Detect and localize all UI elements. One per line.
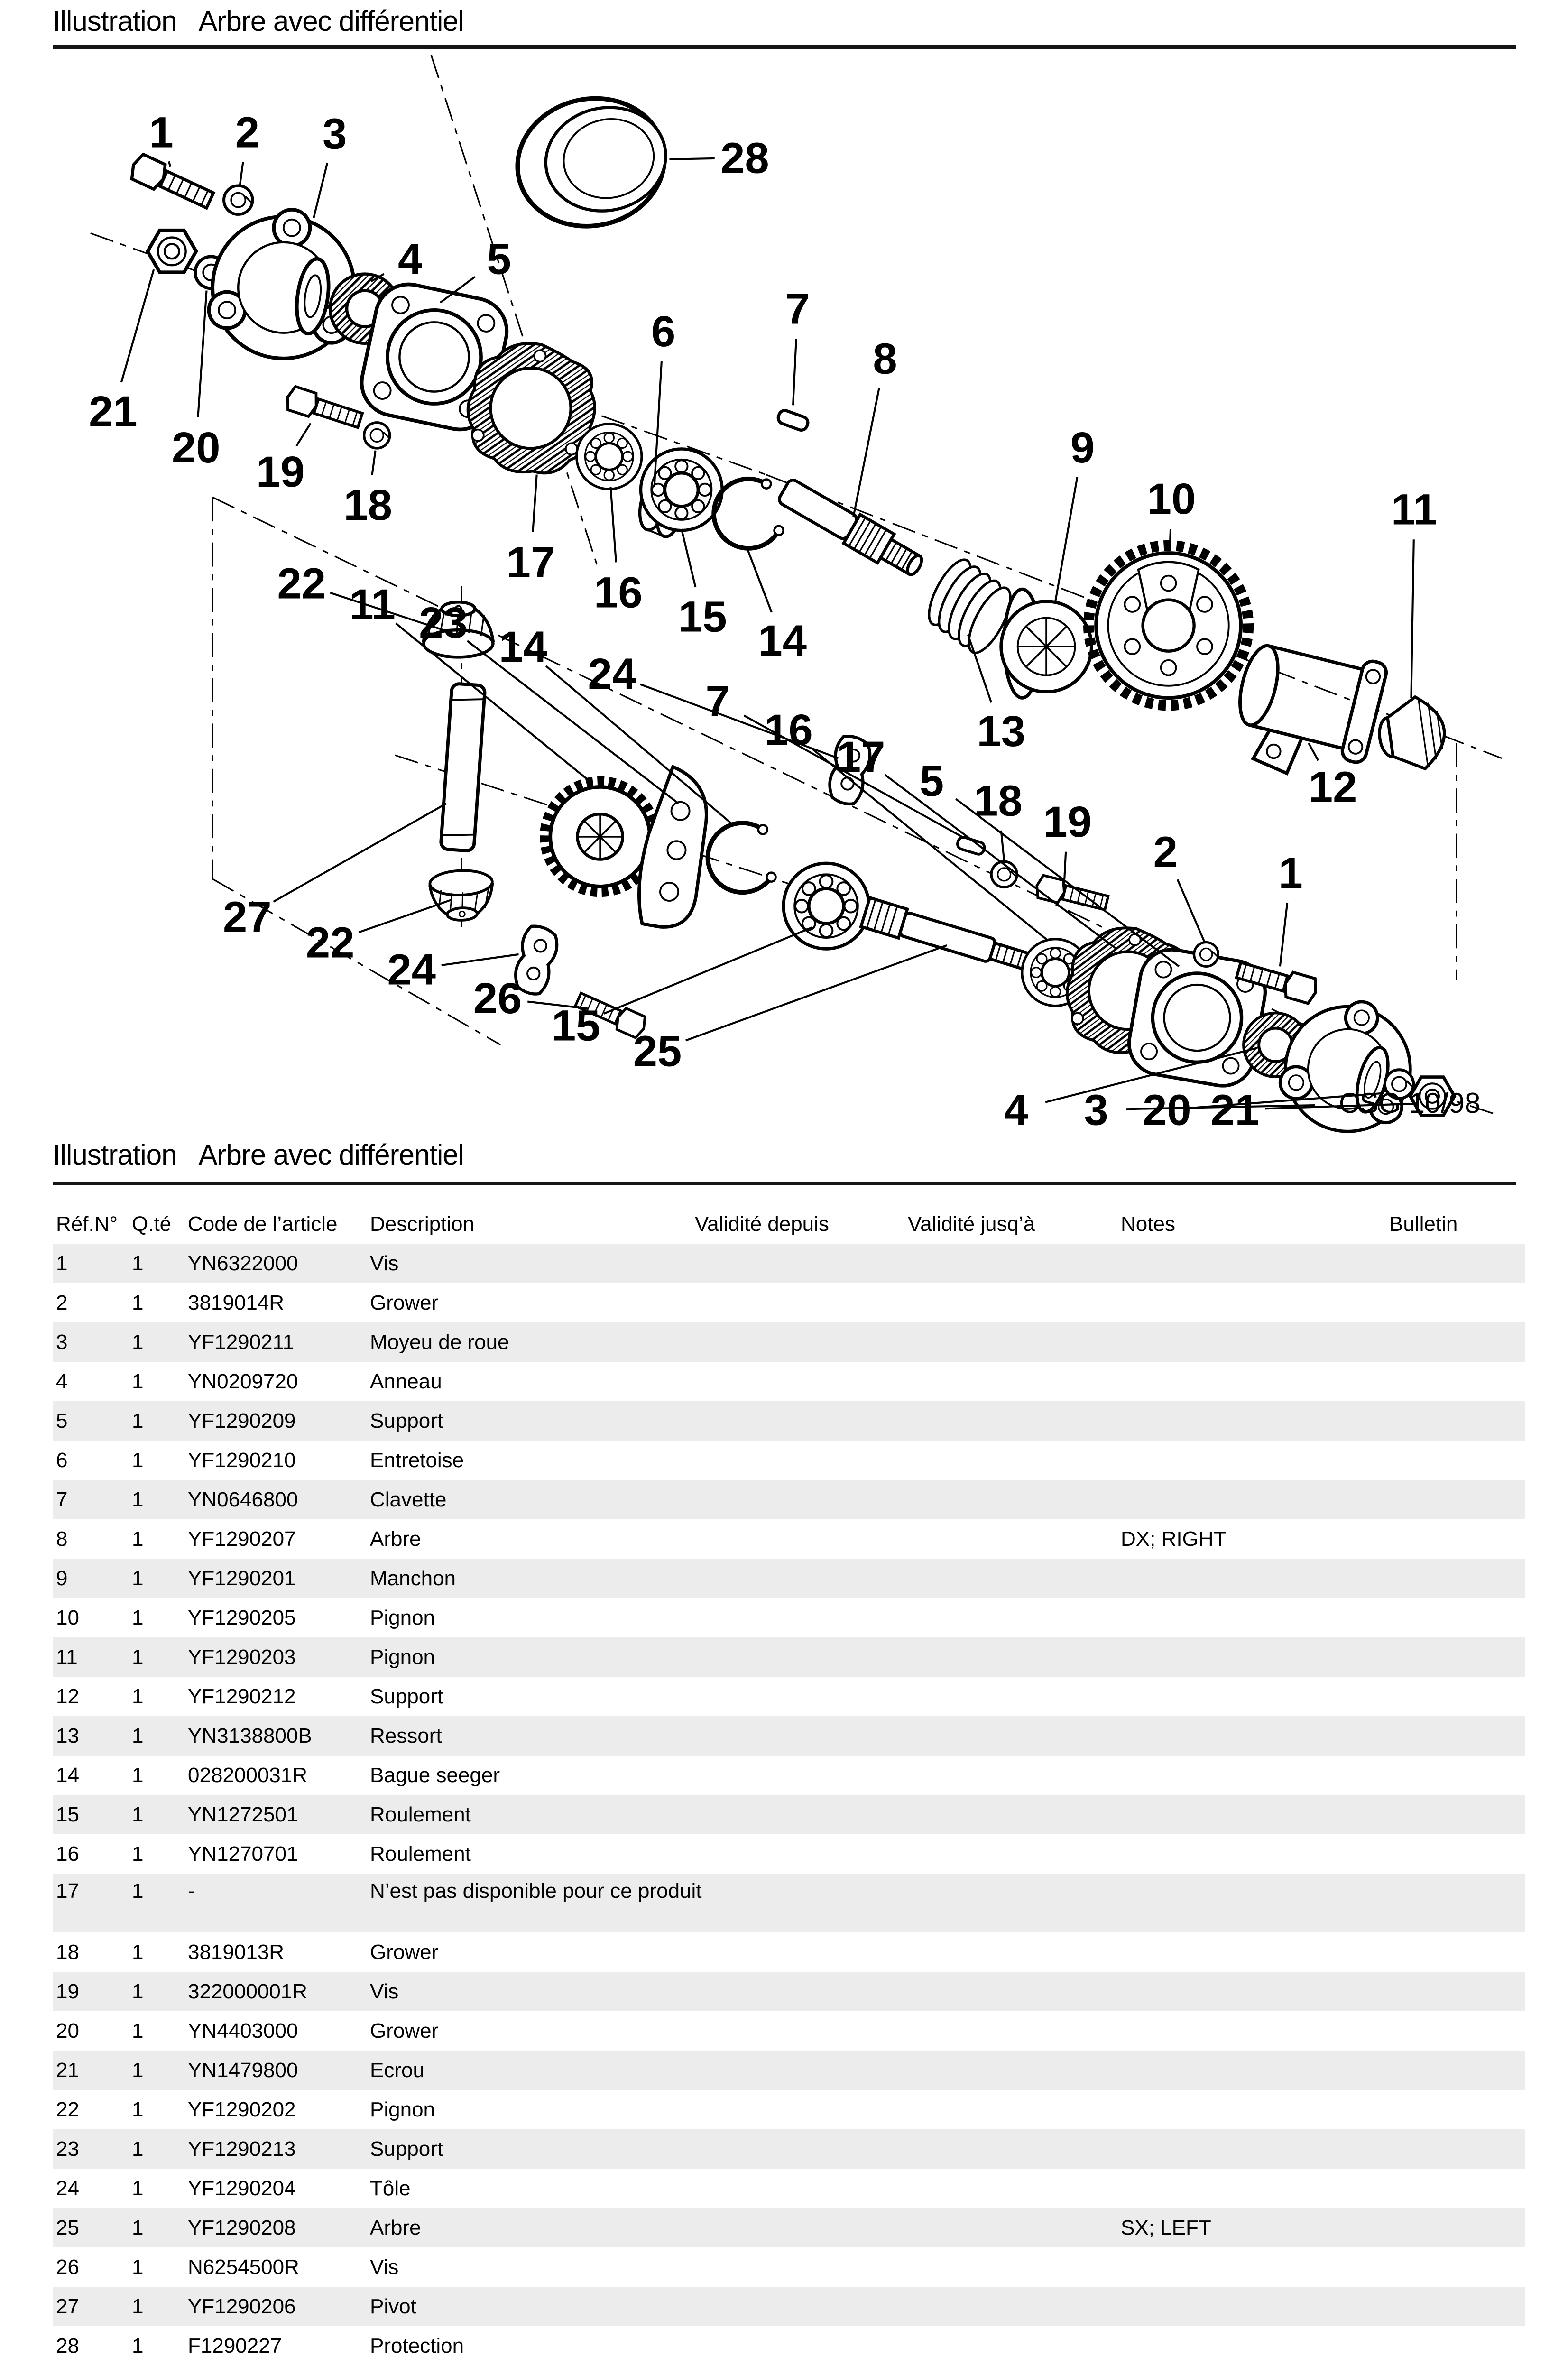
cell-qty: 1	[132, 1252, 144, 1275]
column-header-desc: Description	[370, 1212, 475, 1236]
cell-code: YF1290210	[188, 1449, 296, 1472]
title-name: Arbre avec différentiel	[198, 1139, 464, 1171]
table-body	[53, 1244, 1525, 2366]
callout-label: 18	[974, 776, 1023, 825]
table-row	[53, 1874, 1525, 1932]
table-row	[53, 2051, 1525, 2090]
cell-code: YF1290201	[188, 1567, 296, 1590]
cell-ref: 28	[56, 2334, 79, 2357]
cell-qty: 1	[132, 1449, 144, 1472]
callout-leader	[1280, 903, 1287, 967]
cell-code: 3819014R	[188, 1291, 285, 1314]
cell-code: 028200031R	[188, 1764, 308, 1787]
cell-ref: 2	[56, 1291, 68, 1314]
callout-label: 19	[256, 447, 305, 497]
callout-label: 15	[678, 592, 727, 641]
diagram-code-label: CSG 10/98	[1338, 1086, 1481, 1119]
column-header-from: Validité depuis	[695, 1212, 829, 1236]
cell-desc: Vis	[370, 1980, 399, 2003]
cell-desc: Vis	[370, 2255, 399, 2279]
cell-code: YF1290208	[188, 2216, 296, 2239]
callout-leader	[296, 423, 311, 446]
callout-label: 16	[594, 568, 643, 617]
cell-ref: 12	[56, 1685, 79, 1708]
column-header-code: Code de l’article	[188, 1212, 338, 1236]
callout-label: 10	[1147, 474, 1196, 524]
callout-leader	[1064, 852, 1066, 879]
cell-qty: 1	[132, 1409, 144, 1433]
callout-leader	[1411, 539, 1413, 698]
cell-desc: N’est pas disponible pour ce produit	[370, 1879, 702, 1903]
callout-leader	[314, 163, 327, 218]
cell-qty: 1	[132, 1980, 144, 2003]
cell-desc: Roulement	[370, 1803, 471, 1826]
title-label: Illustration	[53, 5, 177, 37]
table-row	[53, 1637, 1525, 1677]
callout-leader	[686, 945, 947, 1041]
callout-leader	[793, 339, 796, 405]
callout-leader	[682, 529, 696, 587]
callout-leader	[533, 475, 536, 532]
callout-label: 9	[1070, 423, 1095, 472]
callout-label: 22	[305, 918, 355, 967]
cell-desc: Moyeu de roue	[370, 1331, 509, 1354]
cell-qty: 1	[132, 1606, 144, 1629]
cell-desc: Manchon	[370, 1567, 456, 1590]
callout-label: 6	[651, 307, 676, 356]
part-manchon-9	[1001, 589, 1092, 698]
cell-ref: 13	[56, 1724, 79, 1747]
cell-ref: 24	[56, 2177, 79, 2200]
callout-label: 1	[1278, 849, 1303, 898]
cell-code: 3819013R	[188, 1941, 285, 1964]
cell-notes: DX; RIGHT	[1121, 1527, 1227, 1551]
callout-label: 21	[1210, 1085, 1259, 1135]
cell-desc: Clavette	[370, 1488, 447, 1511]
cell-desc: Pignon	[370, 1606, 435, 1629]
part-roulement-15-top	[641, 449, 722, 530]
cell-desc: Pignon	[370, 1645, 435, 1669]
callout-leader	[274, 804, 446, 902]
cell-qty: 1	[132, 1941, 144, 1964]
callout-leader	[610, 487, 616, 562]
cell-ref: 26	[56, 2255, 79, 2279]
cell-desc: Entretoise	[370, 1449, 464, 1472]
cell-ref: 16	[56, 1842, 79, 1866]
part-vis-19-top	[284, 385, 364, 432]
callout-label: 4	[398, 234, 423, 284]
callout-label: 7	[785, 284, 810, 333]
cell-code: YN1270701	[188, 1842, 298, 1866]
callout-label: 7	[705, 676, 730, 726]
cell-code: YN0209720	[188, 1370, 298, 1393]
cell-desc: Pignon	[370, 2098, 435, 2121]
cell-desc: Vis	[370, 1252, 399, 1275]
cell-code: YF1290204	[188, 2177, 296, 2200]
cell-code: YF1290203	[188, 1645, 296, 1669]
callout-leader	[372, 451, 376, 475]
part-clavette-7-top	[776, 409, 810, 432]
part-pignon-22-low	[429, 869, 493, 921]
callout-label: 25	[633, 1026, 682, 1076]
callout-label: 20	[1143, 1085, 1191, 1135]
cell-desc: Anneau	[370, 1370, 442, 1393]
callout-label: 3	[1084, 1085, 1108, 1135]
callout-leader	[669, 158, 714, 159]
callout-label: 18	[343, 480, 392, 529]
callout-label: 3	[323, 109, 347, 158]
cell-code: YF1290211	[188, 1331, 295, 1354]
table-row	[53, 1244, 1525, 1283]
part-grower-2-top	[224, 185, 252, 214]
callout-leader	[198, 291, 206, 417]
parts-table	[53, 1205, 1525, 2366]
table-header	[53, 1205, 1525, 1244]
cell-desc: Grower	[370, 1941, 439, 1964]
callout-label: 17	[836, 732, 885, 782]
column-header-to: Validité jusq’à	[908, 1212, 1035, 1236]
cell-ref: 6	[56, 1449, 68, 1472]
table-row	[53, 2247, 1525, 2287]
cell-code: -	[188, 1879, 195, 1903]
cell-qty: 1	[132, 2059, 144, 2082]
title-label: Illustration	[53, 1139, 177, 1171]
cell-desc: Tôle	[370, 2177, 411, 2200]
cell-code: YN6322000	[188, 1252, 298, 1275]
cell-qty: 1	[132, 1370, 144, 1393]
callout-label: 1	[149, 108, 174, 157]
callout-leader	[121, 269, 154, 382]
cell-code: YF1290209	[188, 1409, 296, 1433]
cell-ref: 18	[56, 1941, 79, 1964]
table-row	[53, 1401, 1525, 1441]
cell-desc: Ecrou	[370, 2059, 424, 2082]
cell-ref: 27	[56, 2295, 79, 2318]
cell-ref: 3	[56, 1331, 68, 1354]
callout-label: 24	[387, 945, 436, 994]
cell-desc: Ressort	[370, 1724, 442, 1747]
table-row	[53, 1441, 1525, 1480]
callout-label: 17	[506, 537, 555, 587]
cell-code: 322000001R	[188, 1980, 308, 2003]
cell-notes: SX; LEFT	[1121, 2216, 1211, 2239]
callout-label: 20	[171, 423, 221, 472]
cell-qty: 1	[132, 1488, 144, 1511]
table-row	[53, 1834, 1525, 1874]
cell-desc: Support	[370, 1409, 443, 1433]
cell-code: YN3138800B	[188, 1724, 312, 1747]
cell-ref: 5	[56, 1409, 68, 1433]
cell-ref: 22	[56, 2098, 79, 2121]
callout-label: 24	[588, 649, 636, 699]
cell-ref: 19	[56, 1980, 79, 2003]
callout-label: 2	[1153, 827, 1178, 877]
cell-code: YF1290212	[188, 1685, 296, 1708]
cell-ref: 17	[56, 1879, 79, 1903]
cell-desc: Arbre	[370, 2216, 421, 2239]
part-pivot-27	[441, 684, 485, 851]
callout-leader	[748, 550, 772, 612]
table-row	[53, 2011, 1525, 2051]
cell-qty: 1	[132, 2177, 144, 2200]
part-grower-2-low	[1194, 943, 1218, 967]
title-rule	[53, 45, 1516, 49]
page-title	[53, 5, 1518, 37]
cell-code: N6254500R	[188, 2255, 299, 2279]
callout-leader	[604, 927, 812, 1014]
part-roulement-15-low	[784, 863, 869, 949]
column-header-notes: Notes	[1121, 1212, 1175, 1236]
callout-label: 4	[1004, 1085, 1029, 1135]
table-row	[53, 2287, 1525, 2326]
cell-qty: 1	[132, 1567, 144, 1590]
part-vis-1-top	[128, 152, 216, 213]
cell-qty: 1	[132, 1879, 144, 1903]
cell-qty: 1	[132, 2098, 144, 2121]
callout-leader	[1309, 743, 1318, 761]
cell-desc: Support	[370, 1685, 443, 1708]
cell-code: YN1479800	[188, 2059, 298, 2082]
cell-qty: 1	[132, 2295, 144, 2318]
cell-qty: 1	[132, 2019, 144, 2043]
cell-ref: 23	[56, 2137, 79, 2161]
cell-qty: 1	[132, 2255, 144, 2279]
part-pignon-11-top	[1375, 693, 1449, 774]
table-row	[53, 1362, 1525, 1401]
cell-qty: 1	[132, 1527, 144, 1551]
table-row	[53, 1559, 1525, 1598]
cell-code: F1290227	[188, 2334, 282, 2357]
part-arbre-25	[861, 898, 1045, 980]
table-row	[53, 2129, 1525, 2169]
cell-code: YN0646800	[188, 1488, 298, 1511]
callout-label: 27	[223, 892, 272, 942]
cell-ref: 7	[56, 1488, 68, 1511]
cell-qty: 1	[132, 1645, 144, 1669]
part-seeger-14-low	[702, 818, 778, 898]
callout-leader	[1055, 477, 1077, 601]
table-row	[53, 1972, 1525, 2011]
callout-leader	[240, 162, 243, 187]
cell-qty: 1	[132, 2137, 144, 2161]
part-pignon-10	[1088, 545, 1248, 705]
cell-qty: 1	[132, 1331, 144, 1354]
callout-label: 11	[349, 580, 396, 629]
cell-desc: Pivot	[370, 2295, 416, 2318]
table-title-rule	[53, 1182, 1516, 1185]
cell-desc: Grower	[370, 2019, 439, 2043]
part-bague-28	[506, 84, 678, 240]
callout-label: 15	[552, 1001, 600, 1050]
cell-ref: 8	[56, 1527, 68, 1551]
callout-label: 16	[764, 705, 813, 754]
callout-leader	[1178, 879, 1205, 942]
part-support-23	[632, 764, 718, 932]
cell-desc: Grower	[370, 1291, 439, 1314]
callout-leader	[853, 388, 879, 517]
table-title	[53, 1138, 1518, 1171]
cell-qty: 1	[132, 1724, 144, 1747]
cell-qty: 1	[132, 2334, 144, 2357]
table-row	[53, 1677, 1525, 1716]
callout-label: 21	[89, 387, 138, 436]
table-row	[53, 1756, 1525, 1795]
table-row	[53, 1480, 1525, 1519]
callout-label: 14	[498, 622, 548, 671]
callout-leader	[359, 900, 451, 932]
cell-ref: 11	[56, 1645, 78, 1669]
callout-label: 8	[873, 334, 897, 383]
callout-label: 5	[487, 234, 511, 284]
column-header-bulletin: Bulletin	[1389, 1212, 1458, 1236]
cell-qty: 1	[132, 1842, 144, 1866]
column-header-qty: Q.té	[132, 1212, 172, 1236]
table-row	[53, 1795, 1525, 1834]
cell-ref: 10	[56, 1606, 79, 1629]
cell-desc: Roulement	[370, 1842, 471, 1866]
cell-ref: 15	[56, 1803, 79, 1826]
cell-desc: Bague seeger	[370, 1764, 500, 1787]
cell-ref: 1	[56, 1252, 68, 1275]
cell-code: YN1272501	[188, 1803, 298, 1826]
table-row	[53, 1283, 1525, 1322]
callout-label: 26	[473, 973, 522, 1023]
cell-qty: 1	[132, 2216, 144, 2239]
part-grower-18-top	[364, 423, 390, 448]
cell-code: YF1290206	[188, 2295, 296, 2318]
cell-desc: Arbre	[370, 1527, 421, 1551]
table-row	[53, 1598, 1525, 1637]
callout-leader	[169, 161, 170, 166]
cell-desc: Protection	[370, 2334, 464, 2357]
table-row	[53, 1519, 1525, 1559]
cell-ref: 20	[56, 2019, 79, 2043]
cell-ref: 14	[56, 1764, 79, 1787]
cell-qty: 1	[132, 1803, 144, 1826]
callout-label: 11	[1391, 485, 1438, 534]
cell-code: YF1290205	[188, 1606, 296, 1629]
callout-label: 22	[277, 559, 326, 608]
table-row	[53, 1322, 1525, 1362]
exploded-diagram	[0, 52, 1568, 1138]
part-ecrou-21-top	[148, 231, 196, 273]
table-row	[53, 1932, 1525, 1972]
table-row	[53, 1716, 1525, 1756]
diagram-parts	[128, 84, 1454, 1138]
part-roulement-16-top	[577, 424, 642, 489]
cell-code: YF1290202	[188, 2098, 296, 2121]
cell-ref: 4	[56, 1370, 68, 1393]
cell-ref: 9	[56, 1567, 68, 1590]
title-name: Arbre avec différentiel	[198, 5, 464, 37]
callout-leader	[442, 954, 519, 965]
callout-label: 12	[1308, 762, 1357, 812]
part-support-12	[1224, 632, 1388, 791]
callout-label: 28	[720, 133, 769, 183]
cell-code: YF1290207	[188, 1527, 296, 1551]
callout-label: 2	[235, 108, 259, 157]
table-row	[53, 2208, 1525, 2247]
cell-ref: 25	[56, 2216, 79, 2239]
callout-label: 13	[977, 707, 1026, 756]
cell-qty: 1	[132, 1685, 144, 1708]
callout-label: 5	[919, 756, 944, 806]
cell-code: YF1290213	[188, 2137, 296, 2161]
cell-qty: 1	[132, 1291, 144, 1314]
callout-label: 23	[419, 598, 468, 647]
table-row	[53, 2326, 1525, 2366]
cell-ref: 21	[56, 2059, 79, 2082]
column-header-ref: Réf.N°	[56, 1212, 118, 1236]
cell-desc: Support	[370, 2137, 443, 2161]
table-row	[53, 2090, 1525, 2129]
cell-code: YN4403000	[188, 2019, 298, 2043]
callout-leader	[1170, 529, 1171, 545]
callout-label: 19	[1043, 797, 1092, 846]
table-row	[53, 2169, 1525, 2208]
cell-qty: 1	[132, 1764, 144, 1787]
callout-label: 14	[758, 616, 807, 665]
